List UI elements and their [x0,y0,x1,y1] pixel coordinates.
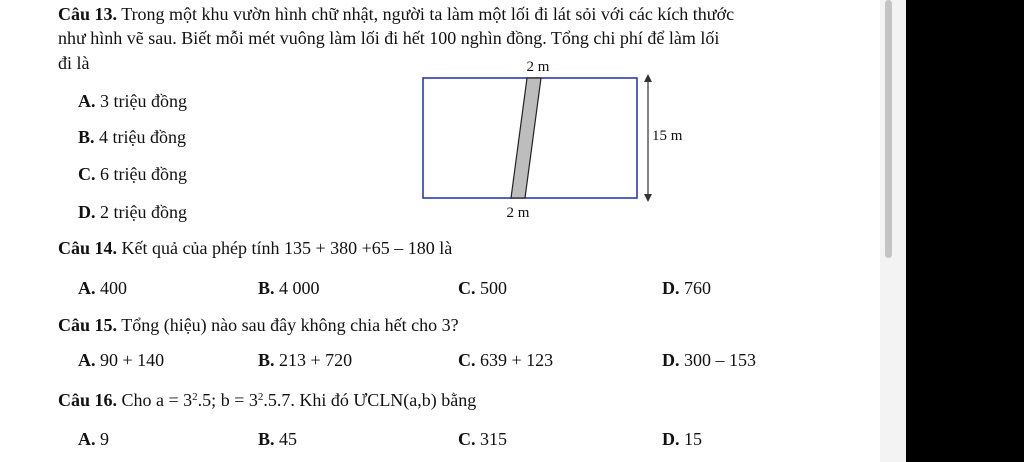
option-text: 9 [100,429,109,449]
option-letter: D. [662,429,680,449]
q16-a-expression [156,390,216,410]
height-label: 15 m [652,128,683,144]
q16-stem [58,390,476,410]
q15-option-b [258,350,352,370]
q15-option-a [78,350,164,370]
top-width-label: 2 m [526,59,550,75]
option-letter: B. [258,278,275,298]
q14-option-c [458,278,507,298]
q13-option-d [78,202,187,222]
b-exponent: 2 [257,391,264,403]
q16-option-c [458,429,507,449]
q15-label: Câu 15. [58,315,118,335]
option-text: 4 000 [279,278,320,298]
option-text: 45 [279,429,298,449]
option-letter: B. [258,350,275,370]
bottom-width-label: 2 m [506,205,530,221]
b-base: b = 3 [220,390,258,410]
option-letter: D. [662,278,680,298]
q14-label: Câu 14. [58,238,118,258]
q15-text: Tổng (hiệu) nào sau đây không chia hết cho 3? [121,315,459,335]
option-text: 639 + 123 [480,350,554,370]
b-tail: .5.7 [263,390,291,410]
q13-text-line-1: Trong một khu vườn hình chữ nhật, người ta làm một lối đi lát sỏi với các kích thước [121,4,735,24]
q13-stem-line-2: như hình vẽ sau. Biết mỗi mét vuông làm lối đi hết 100 nghìn đồng. Tổng chi phí để làm lối [58,28,720,48]
option-text: 760 [684,278,711,298]
q13-label: Câu 13. [58,4,118,24]
option-text: 2 triệu đồng [100,202,187,222]
side-panel [906,0,1024,462]
q16-option-a [78,429,109,449]
q14-option-d [662,278,711,298]
option-text: 6 triệu đồng [100,164,187,184]
option-text: 400 [100,278,127,298]
q16-text-pre: Cho [121,390,152,410]
q13-stem-line-3: đi là [58,53,90,73]
option-text: 213 + 720 [279,350,353,370]
q15-option-d [662,350,756,370]
q16-label: Câu 16. [58,390,118,410]
q16-option-d [662,429,702,449]
a-tail: .5; [197,390,217,410]
q13-stem-line-1 [58,4,734,24]
q15-stem [58,315,459,335]
a-base: a = 3 [156,390,193,410]
q13-option-c [78,164,187,184]
q14-stem [58,238,452,258]
q16-text-post: . Khi đó ƯCLN(a,b) bằng [290,390,477,410]
option-letter: B. [78,127,95,147]
arrow-up-icon [644,74,652,82]
option-letter: D. [662,350,680,370]
a-exponent: 2 [192,391,198,403]
scrollbar-thumb[interactable] [885,0,892,258]
gravel-path [511,78,541,198]
option-letter: C. [458,278,476,298]
q14-option-a [78,278,127,298]
q13-option-b [78,127,186,147]
q13-option-a [78,91,187,111]
option-text: 500 [480,278,507,298]
option-text: 4 triệu đồng [99,127,187,147]
q14-text: Kết quả của phép tính 135 + 380 +65 – 180 là [121,238,453,258]
q16-b-expression [221,390,291,410]
scrollbar-track[interactable] [880,0,906,462]
option-letter: C. [458,350,476,370]
option-letter: A. [78,429,96,449]
option-text: 15 [684,429,702,449]
option-letter: C. [458,429,476,449]
option-letter: A. [78,91,96,111]
garden-figure [410,56,690,226]
arrow-down-icon [644,194,652,202]
option-text: 300 – 153 [684,350,756,370]
option-letter: D. [78,202,96,222]
option-text: 90 + 140 [100,350,165,370]
q14-option-b [258,278,320,298]
option-letter: B. [258,429,275,449]
option-letter: A. [78,278,96,298]
option-letter: A. [78,350,96,370]
option-text: 315 [480,429,507,449]
option-text: 3 triệu đồng [100,91,187,111]
option-letter: C. [78,164,96,184]
q16-option-b [258,429,297,449]
q15-option-c [458,350,553,370]
